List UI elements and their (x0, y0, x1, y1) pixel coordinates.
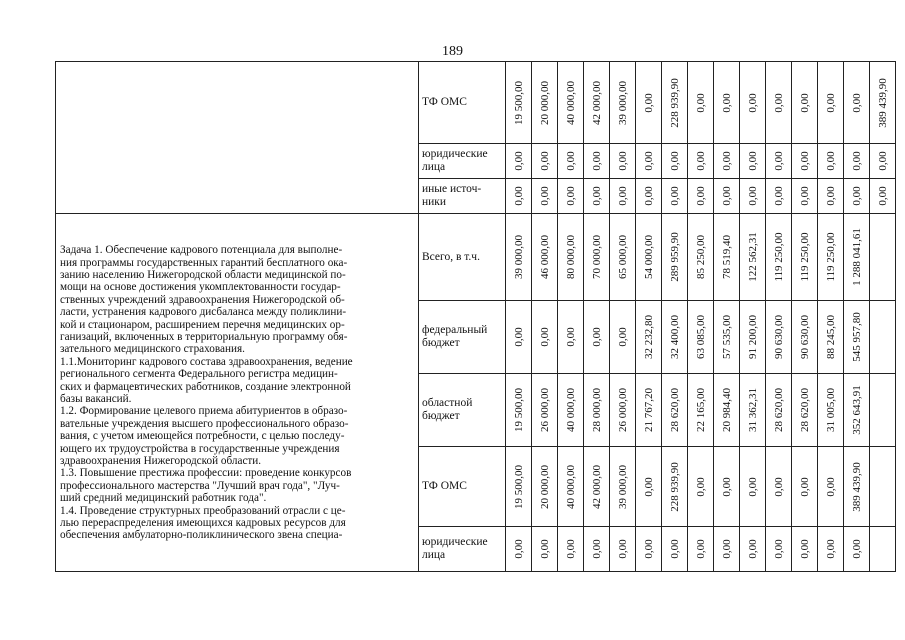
value-text: 0,00 (538, 186, 551, 206)
value-cell (714, 214, 740, 301)
value-cell (740, 144, 766, 179)
value-cell (584, 214, 610, 301)
value-cell (688, 374, 714, 447)
value-text: 289 959,90 (668, 232, 681, 282)
value-text: 0,00 (642, 151, 655, 171)
value-text: 0,00 (642, 476, 655, 497)
value-text: 0,00 (694, 151, 707, 171)
value-cell (636, 527, 662, 572)
value-text: 20 000,00 (538, 80, 551, 125)
value-cell (792, 214, 818, 301)
value-text: 0,00 (668, 151, 681, 171)
value-cell (740, 179, 766, 214)
value-cell (636, 214, 662, 301)
value-text: 19 500,00 (512, 80, 525, 125)
value-cell (870, 447, 896, 527)
value-text: 0,00 (564, 327, 577, 347)
value-text: 39 000,00 (616, 464, 629, 509)
value-cell (506, 301, 532, 374)
value-cell (688, 62, 714, 144)
value-cell (688, 214, 714, 301)
value-cell (818, 214, 844, 301)
value-text: 0,00 (590, 186, 603, 206)
value-text: 0,00 (564, 539, 577, 559)
value-text: 0,00 (616, 327, 629, 347)
value-text: 28 620,00 (668, 388, 681, 432)
task-description-cell (56, 214, 419, 572)
value-text: 39 000,00 (512, 235, 525, 279)
value-text: 19 500,00 (512, 464, 525, 509)
value-text: 389 439,90 (850, 461, 863, 512)
value-cell (610, 214, 636, 301)
value-cell (870, 301, 896, 374)
value-cell (688, 301, 714, 374)
value-text: 90 630,00 (772, 315, 785, 359)
value-cell (844, 179, 870, 214)
value-text: 0,00 (616, 151, 629, 171)
value-text: 0,00 (824, 151, 837, 171)
value-text: 0,00 (876, 186, 889, 206)
value-cell (558, 301, 584, 374)
value-text: 0,00 (772, 186, 785, 206)
value-cell (532, 144, 558, 179)
value-cell (662, 301, 688, 374)
value-text: 0,00 (798, 92, 811, 113)
value-cell (792, 179, 818, 214)
value-cell (844, 301, 870, 374)
value-cell (792, 447, 818, 527)
value-text: 0,00 (772, 539, 785, 559)
funding-source-label: иные источ-ники (419, 179, 506, 214)
value-cell (766, 527, 792, 572)
value-cell (662, 62, 688, 144)
value-text: 28 620,00 (798, 388, 811, 432)
value-cell (584, 527, 610, 572)
value-cell (558, 374, 584, 447)
value-cell (506, 527, 532, 572)
value-cell (740, 527, 766, 572)
value-cell (870, 62, 896, 144)
value-text: 91 200,00 (746, 315, 759, 359)
value-text: 0,00 (850, 539, 863, 559)
funding-source-label: юридические лица (419, 527, 506, 572)
value-cell (610, 144, 636, 179)
value-text: 57 535,00 (720, 315, 733, 359)
value-cell (714, 527, 740, 572)
value-cell (792, 144, 818, 179)
value-text: 0,00 (798, 539, 811, 559)
value-text: 40 000,00 (564, 464, 577, 509)
value-cell (844, 374, 870, 447)
value-cell (610, 62, 636, 144)
value-text: 0,00 (512, 539, 525, 559)
value-cell (532, 179, 558, 214)
value-cell (662, 527, 688, 572)
value-text: 119 250,00 (772, 232, 785, 282)
table-row (56, 214, 896, 301)
value-cell (584, 301, 610, 374)
value-cell (870, 179, 896, 214)
value-cell (532, 301, 558, 374)
value-text: 0,00 (564, 186, 577, 206)
value-cell (818, 62, 844, 144)
value-cell (792, 301, 818, 374)
value-cell (714, 144, 740, 179)
value-text: 0,00 (746, 151, 759, 171)
value-text: 0,00 (590, 327, 603, 347)
funding-source-label: ТФ ОМС (419, 62, 506, 144)
value-text: 65 000,00 (616, 235, 629, 279)
funding-source-label: юридические лица (419, 144, 506, 179)
value-text: 228 939,90 (668, 461, 681, 512)
funding-source-label: областной бюджет (419, 374, 506, 447)
value-text: 85 250,00 (694, 235, 707, 279)
value-text: 0,00 (694, 186, 707, 206)
value-cell (662, 447, 688, 527)
value-text: 0,00 (850, 186, 863, 206)
value-cell (766, 62, 792, 144)
value-cell (818, 144, 844, 179)
empty-task-cell (56, 62, 419, 214)
value-cell (506, 447, 532, 527)
value-cell (766, 179, 792, 214)
funding-source-label: федеральный бюджет (419, 301, 506, 374)
value-cell (792, 374, 818, 447)
value-text: 20 000,00 (538, 464, 551, 509)
value-text: 0,00 (590, 151, 603, 171)
value-text: 0,00 (538, 327, 551, 347)
funding-source-label: Всего, в т.ч. (419, 214, 506, 301)
value-text: 0,00 (824, 476, 837, 497)
value-text: 0,00 (798, 151, 811, 171)
value-text: 32 232,80 (642, 315, 655, 359)
value-cell (766, 447, 792, 527)
task-description: Задача 1. Обеспечение кадрового потенциала для выполне- ния программы государственных гарантий бесплатного ока- занию населению Нижегородской области медицинской по- мощи на основе достижения укомплектованности государ- ственных учреждений здравоохранения Нижегородской об- ласти, устранения кадрового дисбаланса между поликлини- кой и стационаром, расширением перечня медицинских ор- ганизаций, включенных в территориальную программу обя- зательного медицинского страхования. 1.1.Мониторинг кадрового состава здравоохранения, ведение регионального сегмента Федерального регистра медицин- ских и фармацевтических работников, создание электронной базы вакансий. 1.2. Формирование целевого приема абитуриентов в образо- вательные учреждения высшего профессионального образо- вания, с учетом имеющейся потребности, с целью последу- ющего их трудоустройства в государственные учреждения здравоохранения Нижегородской области. 1.3. Повышение престижа профессии: проведение конкурсов профессионального мастерства "Лучший врач года", "Луч- ший средний медицинский работник года". 1.4. Проведение структурных преобразований отрасли с це- лью перераспределения имеющихся кадровых ресурсов для обеспечения амбулаторно-поликлинического звена специа- (60, 244, 353, 542)
value-text: 80 000,00 (564, 235, 577, 279)
value-cell (714, 62, 740, 144)
value-cell (532, 527, 558, 572)
value-cell (584, 144, 610, 179)
value-cell (844, 447, 870, 527)
value-text: 0,00 (824, 539, 837, 559)
value-cell (506, 374, 532, 447)
value-cell (688, 527, 714, 572)
value-text: 0,00 (538, 539, 551, 559)
value-text: 28 000,00 (590, 388, 603, 432)
funding-source-label: ТФ ОМС (419, 447, 506, 527)
value-cell (662, 214, 688, 301)
value-cell (740, 62, 766, 144)
value-cell (714, 179, 740, 214)
page-number: 189 (442, 44, 463, 59)
value-text: 119 250,00 (798, 232, 811, 282)
value-cell (506, 179, 532, 214)
value-cell (766, 144, 792, 179)
value-cell (636, 179, 662, 214)
value-cell (870, 144, 896, 179)
value-cell (558, 527, 584, 572)
value-cell (532, 447, 558, 527)
value-cell (714, 447, 740, 527)
value-cell (740, 301, 766, 374)
value-cell (792, 62, 818, 144)
value-text: 0,00 (720, 476, 733, 497)
value-text: 0,00 (772, 476, 785, 497)
value-text: 389 439,90 (876, 77, 889, 128)
value-cell (584, 62, 610, 144)
value-cell (818, 179, 844, 214)
value-text: 39 000,00 (616, 80, 629, 125)
value-cell (818, 447, 844, 527)
value-cell (688, 447, 714, 527)
value-text: 0,00 (668, 186, 681, 206)
value-cell (662, 374, 688, 447)
value-text: 0,00 (642, 539, 655, 559)
value-cell (610, 527, 636, 572)
value-text: 26 000,00 (538, 388, 551, 432)
value-text: 31 362,31 (746, 388, 759, 432)
value-cell (714, 301, 740, 374)
value-cell (636, 62, 662, 144)
value-text: 0,00 (746, 186, 759, 206)
value-text: 119 250,00 (824, 232, 837, 282)
value-text: 545 957,80 (850, 312, 863, 362)
value-text: 0,00 (538, 151, 551, 171)
value-cell (740, 447, 766, 527)
value-text: 0,00 (876, 151, 889, 171)
value-cell (610, 447, 636, 527)
value-text: 42 000,00 (590, 464, 603, 509)
value-cell (870, 214, 896, 301)
value-text: 21 767,20 (642, 388, 655, 432)
value-cell (740, 374, 766, 447)
value-text: 54 000,00 (642, 235, 655, 279)
value-cell (844, 214, 870, 301)
value-cell (506, 214, 532, 301)
value-text: 42 000,00 (590, 80, 603, 125)
value-text: 0,00 (694, 476, 707, 497)
value-text: 28 620,00 (772, 388, 785, 432)
value-text: 0,00 (720, 151, 733, 171)
value-cell (584, 374, 610, 447)
value-text: 0,00 (512, 327, 525, 347)
table-row (56, 62, 896, 144)
value-cell (844, 144, 870, 179)
value-text: 0,00 (720, 539, 733, 559)
value-text: 0,00 (642, 186, 655, 206)
value-text: 0,00 (824, 92, 837, 113)
value-text: 46 000,00 (538, 235, 551, 279)
value-text: 31 005,00 (824, 388, 837, 432)
value-text: 0,00 (798, 476, 811, 497)
value-cell (662, 144, 688, 179)
value-cell (584, 179, 610, 214)
value-cell (610, 301, 636, 374)
value-text: 0,00 (824, 186, 837, 206)
value-text: 90 630,00 (798, 315, 811, 359)
value-text: 0,00 (772, 92, 785, 113)
value-text: 0,00 (850, 92, 863, 113)
value-cell (636, 144, 662, 179)
value-cell (818, 374, 844, 447)
value-cell (766, 301, 792, 374)
value-cell (558, 62, 584, 144)
value-text: 0,00 (512, 186, 525, 206)
value-cell (636, 447, 662, 527)
value-cell (688, 179, 714, 214)
value-cell (532, 214, 558, 301)
value-cell (688, 144, 714, 179)
value-cell (532, 374, 558, 447)
value-cell (558, 214, 584, 301)
value-cell (610, 179, 636, 214)
value-text: 0,00 (746, 539, 759, 559)
value-text: 0,00 (772, 151, 785, 171)
value-cell (844, 62, 870, 144)
value-text: 22 165,00 (694, 388, 707, 432)
value-text: 40 000,00 (564, 80, 577, 125)
value-text: 20 984,40 (720, 388, 733, 432)
value-cell (636, 301, 662, 374)
value-cell (506, 144, 532, 179)
value-text: 19 500,00 (512, 388, 525, 432)
value-cell (714, 374, 740, 447)
value-text: 0,00 (746, 92, 759, 113)
value-cell (792, 527, 818, 572)
value-cell (766, 374, 792, 447)
value-cell (584, 447, 610, 527)
value-text: 0,00 (512, 151, 525, 171)
value-text: 0,00 (642, 92, 655, 113)
value-text: 70 000,00 (590, 235, 603, 279)
value-cell (818, 527, 844, 572)
value-cell (870, 374, 896, 447)
budget-table (55, 61, 896, 572)
value-text: 0,00 (720, 186, 733, 206)
value-text: 0,00 (564, 151, 577, 171)
value-cell (558, 144, 584, 179)
value-text: 122 562,31 (746, 232, 759, 282)
value-cell (506, 62, 532, 144)
value-text: 0,00 (616, 539, 629, 559)
value-cell (558, 179, 584, 214)
value-text: 228 939,90 (668, 77, 681, 128)
value-text: 26 000,00 (616, 388, 629, 432)
value-cell (844, 527, 870, 572)
value-text: 0,00 (616, 186, 629, 206)
value-text: 88 245,00 (824, 315, 837, 359)
value-text: 0,00 (746, 476, 759, 497)
value-text: 0,00 (590, 539, 603, 559)
value-cell (662, 179, 688, 214)
value-text: 63 085,00 (694, 315, 707, 359)
value-text: 78 519,40 (720, 235, 733, 279)
value-cell (740, 214, 766, 301)
value-text: 40 000,00 (564, 388, 577, 432)
value-text: 0,00 (798, 186, 811, 206)
value-cell (870, 527, 896, 572)
value-text: 0,00 (694, 539, 707, 559)
value-cell (818, 301, 844, 374)
value-cell (766, 214, 792, 301)
value-text: 1 288 041,61 (850, 228, 863, 286)
value-text: 0,00 (694, 92, 707, 113)
value-text: 352 643,91 (850, 385, 863, 435)
value-text: 0,00 (850, 151, 863, 171)
value-text: 32 400,00 (668, 315, 681, 359)
value-cell (636, 374, 662, 447)
value-cell (610, 374, 636, 447)
value-cell (532, 62, 558, 144)
value-text: 0,00 (668, 539, 681, 559)
value-cell (558, 447, 584, 527)
value-text: 0,00 (720, 92, 733, 113)
